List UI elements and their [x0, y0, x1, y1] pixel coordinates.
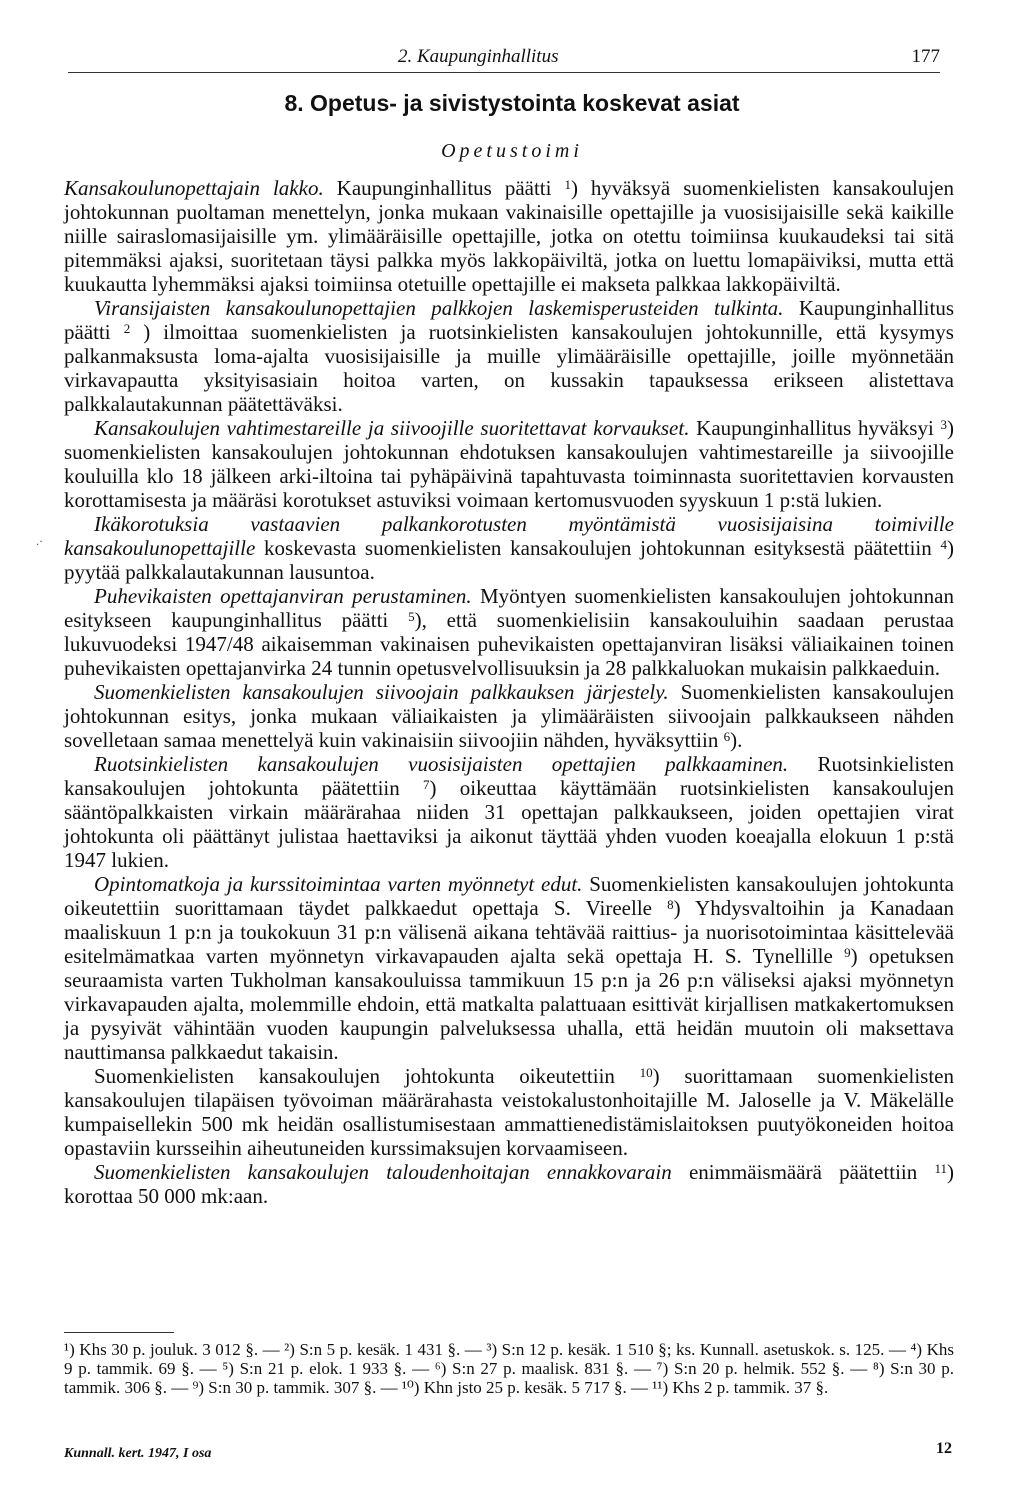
subsection-title: Opetustoimi [441, 140, 583, 162]
paragraph-text: Suomenkielisten kansakoulujen johtokunta oikeutettiin suorittamaan täydet palkkaedut opettaja S. Vireelle [64, 872, 954, 920]
paragraph-text: ), että suomenkielisiin kansakouluihin saadaan perustaa lukuvuodeksi 1947/48 aikaisemman vakinaisen puhevikaisten opettajanviran lisäksi väliaikainen toinen puhevikaisten opettajanvirka 24 tunnin opetusvelvollisuuksin ja 28 palkkaluokan mukaisin palkkaeduin. [64, 608, 954, 680]
page-number: 177 [911, 46, 940, 67]
paragraph-text: Suomenkielisten kansakoulujen johtokunta oikeutettiin [94, 1064, 640, 1088]
paragraph-lead: Viransijaisten kansakoulunopettajien palkkojen laskemisperusteiden tulkinta. [94, 296, 784, 320]
paragraph-text: ) pyytää palkkalautakunnan lausuntoa. [64, 536, 954, 584]
paragraph [64, 584, 954, 680]
paragraph-text: ) ilmoittaa suomenkielisten ja ruotsinkielisten kansakoulujen johtokunnille, että kysymys palkanmaksusta loma-ajalta vuosisijaisille ja muille ylimääräisille opettajille, joille myönnetään virkavapautta yksityisasiain hoitoa varten, on kussakin tapauksessa erikseen alistettava palkkalautakunnan päätettäväksi. [64, 320, 954, 416]
footer-signature-number: 12 [936, 1440, 952, 1457]
paragraph-text: Ruotsinkielisten kansakoulujen johtokunta päätettiin [64, 752, 954, 800]
footnote-ref: 2 [123, 321, 131, 336]
paragraph-lead: Puhevikaisten opettajanviran perustaminen. [94, 584, 472, 608]
paragraph [64, 1064, 954, 1160]
paragraph-lead: Kansakoulujen vahtimestareille ja siivoojille suoritettavat korvaukset. [94, 416, 690, 440]
paragraph-lead: Opintomatkoja ja kurssitoimintaa varten myönnetyt edut. [94, 872, 583, 896]
paragraph-text: ). [730, 728, 743, 752]
paragraph-text: Kaupunginhallitus hyväksyi [689, 416, 941, 440]
footnote-ref: 4 [940, 537, 947, 552]
paragraph [64, 512, 954, 584]
paragraph-text: Kaupunginhallitus päätti [64, 296, 954, 344]
footnote-ref: 10 [639, 1065, 653, 1080]
footnote-ref: 6 [723, 729, 731, 744]
paragraph-lead: Ikäkorotuksia vastaavien palkankorotusten myöntämistä vuosisijaisina toimiville kansakoulunopettajille [64, 512, 954, 560]
footnote-ref: 3 [940, 417, 947, 432]
footer-source: Kunnall. kert. 1947, I osa [64, 1446, 212, 1461]
paragraph-text: Kaupunginhallitus päätti [323, 176, 565, 200]
paragraph-text: ) oikeuttaa käyttämään ruotsinkielisten kansakoulujen sääntöpalkkaisten virkain määrärahaa niiden 31 opettajan palkkaukseen, joiden opettajien virat johtokunta oli päättänyt julistaa haettaviksi ja aikonut täyttää yhden vuoden koeajalla elokuun 1 p:stä 1947 lukien. [64, 776, 954, 872]
paragraph [64, 296, 954, 416]
body-text [64, 176, 954, 1208]
paragraph [64, 176, 954, 296]
paragraph [64, 416, 954, 512]
footnote-ref: 9 [844, 945, 851, 960]
paragraph-text: ) opetuksen seuraamista varten Tukholman kansakouluissa tammikuun 15 p:n ja 26 p:n väliseksi ajaksi myönnetyn virkavapauden ajalta, molemmille ehdoin, että matkalta palattuaan esittivät kirjallisen matkakertomuksen ja pysyivät vähintään vuoden kaupungin palveluksessa uhalla, että heidän muutoin oli maksettava nauttimansa palkkaedut takaisin. [64, 944, 954, 1064]
margin-mark: .· [36, 534, 43, 548]
running-header [68, 44, 940, 73]
paragraph-text: koskevasta suomenkielisten kansakoulujen johtokunnan esityksestä päätettiin [255, 536, 941, 560]
running-title: 2. Kaupunginhallitus [398, 46, 559, 67]
footnote-ref: 7 [423, 777, 430, 792]
footnote-rule [64, 1332, 174, 1333]
section-title: 8. Opetus- ja sivistystointa koskevat asiat [284, 90, 740, 116]
paragraph-lead: Suomenkielisten kansakoulujen taloudenhoitajan ennakkovarain [94, 1160, 672, 1184]
paragraph-text: ) suomenkielisten kansakoulujen johtokunnan ehdotuksen kansakoulujen vahtimestareille ja siivoojille kouluilla klo 18 jälkeen arki-iltoina tai pyhäpäivinä tapahtuvasta toiminnasta suoritettavien korvausten korottamisesta ja määräsi korotukset astuviksi voimaan kertomusvuoden syyskuun 1 p:stä lukien. [64, 416, 954, 512]
footnote-ref: 5 [408, 609, 415, 624]
paragraph [64, 1160, 954, 1208]
paragraph-text: ) korottaa 50 000 mk:aan. [64, 1160, 954, 1208]
paragraph-lead: Ruotsinkielisten kansakoulujen vuosisijaisten opettajien palkkaaminen. [94, 752, 789, 776]
paragraph-lead: Kansakoulunopettajain lakko. [64, 176, 324, 200]
footnotes: ¹) Khs 30 p. jouluk. 3 012 §. — ²) S:n 5 p. kesäk. 1 431 §. — ³) S:n 12 p. kesäk. 1 510 §; ks. Kunnall. asetuskok. s. 125. — ⁴) Khs 9 p. tammik. 69 §. — ⁵) S:n 21 p. elok. 1 933 §. — ⁶) S:n 27 p. maalisk. 831 §. — ⁷) S:n 20 p. helmik. 552 §. — ⁸) S:n 30 p. tammik. 306 §. — ⁹) S:n 30 p. tammik. 307 §. — ¹⁰) Khn jsto 25 p. kesäk. 5 717 §. — ¹¹) Khs 2 p. tammik. 37 §. [64, 1340, 954, 1397]
paragraph-lead: Suomenkielisten kansakoulujen siivoojain palkkauksen järjestely. [94, 680, 669, 704]
paragraph-text: ) suorittamaan suomenkielisten kansakoulujen tilapäisen työvoiman määrärahasta veistokalustonhoitajille M. Jaloselle ja V. Mäkelälle kumpaisellekin 500 mk heidän osallistumisestaan ammattienedistämislaitoksen puutyökoneiden hoitoa opastaviin kursseihin aiheutuneiden kurssimaksujen korvaamiseen. [64, 1064, 954, 1160]
paragraph-text: ) hyväksyä suomenkielisten kansakoulujen johtokunnan puoltaman menettelyn, jonka mukaan vakinaisille opettajille ja vuosisijaisille sekä kaikille niille sairaslomasijaisille ym. ylimääräisille opettajille, jotka on otettu toimiinsa kuukaudeksi tai sitä pitemmäksi ajaksi, suoritetaan täysi palkka myös lakkopäiviltä, jotka on luettu lomapäiviksi, mutta että kuukautta lyhemmäksi ajaksi toimiinsa otetuille opettajille ei makseta palkkaa lakkopäiviltä. [64, 176, 954, 296]
footnote-ref: 11 [934, 1161, 947, 1176]
paragraph [64, 872, 954, 1064]
footnote-ref: 1 [564, 177, 571, 192]
footnote-ref: 8 [667, 897, 674, 912]
paragraph [64, 680, 954, 752]
paragraph-text: enimmäismäärä päätettiin [671, 1160, 935, 1184]
paragraph-text: Myöntyen suomenkielisten kansakoulujen johtokunnan esitykseen kaupunginhallitus päätti [64, 584, 954, 632]
paragraph [64, 752, 954, 872]
paragraph-text: Suomenkielisten kansakoulujen johtokunnan esitys, jonka mukaan väliaikaisten ja ylimääräisten siivoojain palkkaukseen nähden sovelletaan samaa menettelyä kuin vakinaisiin siivoojiin nähden, hyväksyttiin [64, 680, 955, 752]
paragraph-text: ) Yhdysvaltoihin ja Kanadaan maaliskuun 1 p:n ja toukokuun 31 p:n välisenä aikana tehtävää raittius- ja nuorisotoimintaa käsittelevää esitelmämatkaa varten myönnetyn virkavapauden ajalta sekä opettaja H. S. Tynellille [64, 896, 954, 968]
